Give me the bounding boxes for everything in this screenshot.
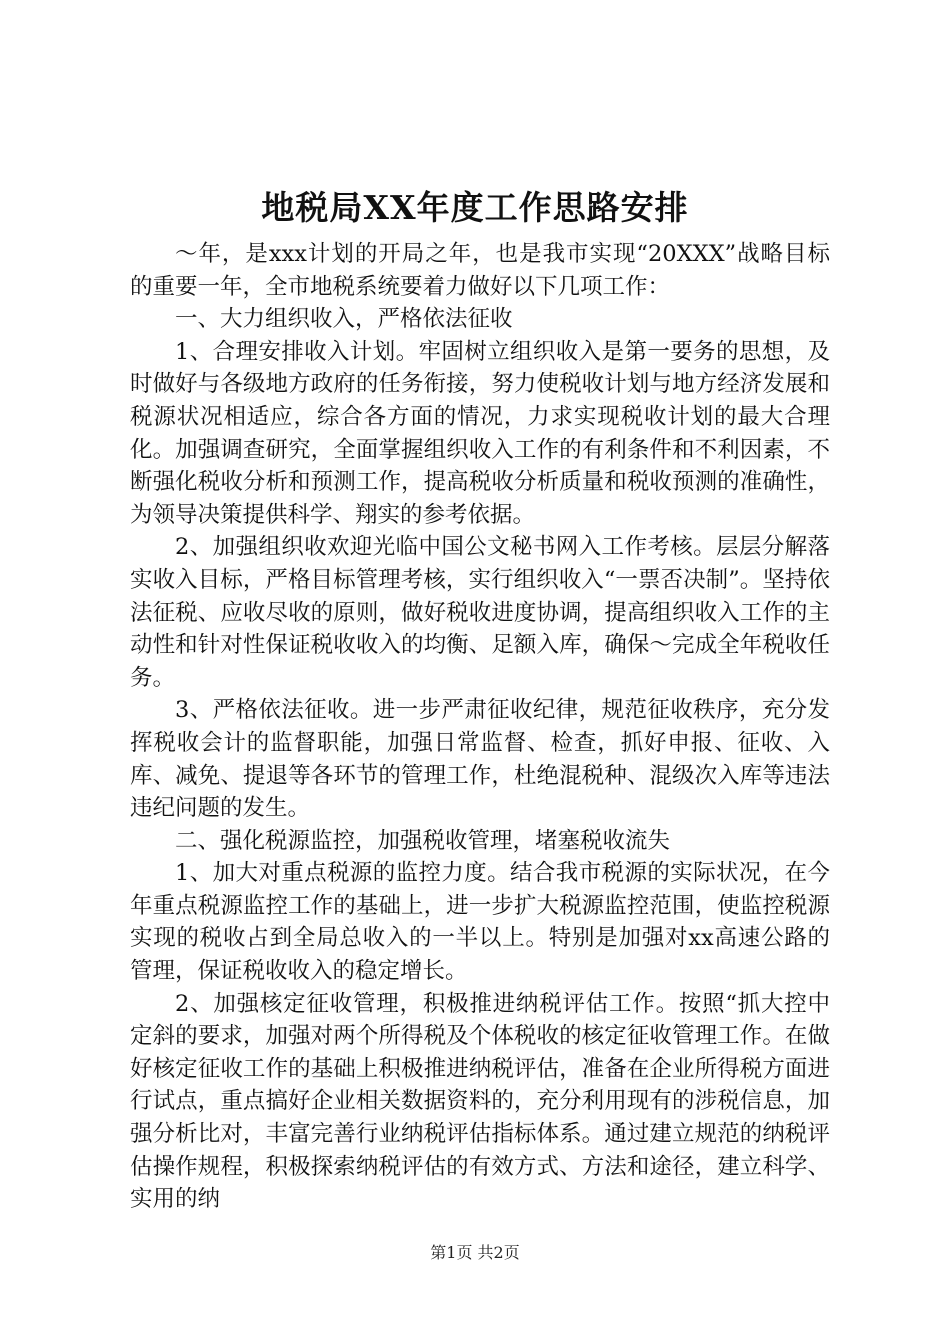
paragraph-1-2: 2、加强组织收欢迎光临中国公文秘书网入工作考核。层层分解落实收入目标，严格目标管理考核，实行组织收入“一票否决制”。坚持依法征税、应收尽收的原则，做好税收进度协调，提高组织收入工作的主动性和针对性保证税收收入的均衡、足额入库，确保～完成全年税收任务。	[130, 534, 830, 691]
document-title: 地税局XX年度工作思路安排	[261, 188, 689, 227]
section-heading-1: 一、大力组织收入，严格依法征收	[175, 306, 513, 333]
paragraph-2-1: 1、加大对重点税源的监控力度。结合我市税源的实际状况，在今年重点税源监控工作的基础上，进一步扩大税源监控范围，使监控税源实现的税收占到全局总收入的一半以上。特别是加强对xx高速公路的管理，保证税收收入的稳定增长。	[130, 860, 830, 985]
paragraph-1-3: 3、严格依法征收。进一步严肃征收纪律，规范征收秩序，充分发挥税收会计的监督职能，加强日常监督、检查，抓好申报、征收、入库、减免、提退等各环节的管理工作，杜绝混税种、混级次入库等违法违纪问题的发生。	[130, 697, 830, 822]
paragraph-1-1: 1、合理安排收入计划。牢固树立组织收入是第一要务的思想，及时做好与各级地方政府的任务衔接，努力使税收计划与地方经济发展和税源状况相适应，综合各方面的情况，力求实现税收计划的最大合理化。加强调查研究，全面掌握组织收入工作的有利条件和不利因素，不断强化税收分析和预测工作，提高税收分析质量和税收预测的准确性，为领导决策提供科学、翔实的参考依据。	[130, 338, 830, 528]
paragraph-intro: ～年，是xxx计划的开局之年，也是我市实现“20XXX”战略目标的重要一年，全市地税系统要着力做好以下几项工作：	[130, 241, 830, 300]
document-body	[130, 238, 830, 1216]
paragraph-2-2: 2、加强核定征收管理，积极推进纳税评估工作。按照“抓大控中定斜的要求，加强对两个所得税及个体税收的核定征收管理工作。在做好核定征收工作的基础上积极推进纳税评估，准备在企业所得税方面进行试点，重点搞好企业相关数据资料的，充分利用现有的涉税信息，加强分析比对，丰富完善行业纳税评估指标体系。通过建立规范的纳税评估操作规程，积极探索纳税评估的有效方式、方法和途径，建立科学、实用的纳	[130, 990, 830, 1213]
page-footer: 第1页 共2页	[430, 1243, 520, 1262]
section-heading-2: 二、强化税源监控，加强税收管理，堵塞税收流失	[175, 827, 671, 854]
